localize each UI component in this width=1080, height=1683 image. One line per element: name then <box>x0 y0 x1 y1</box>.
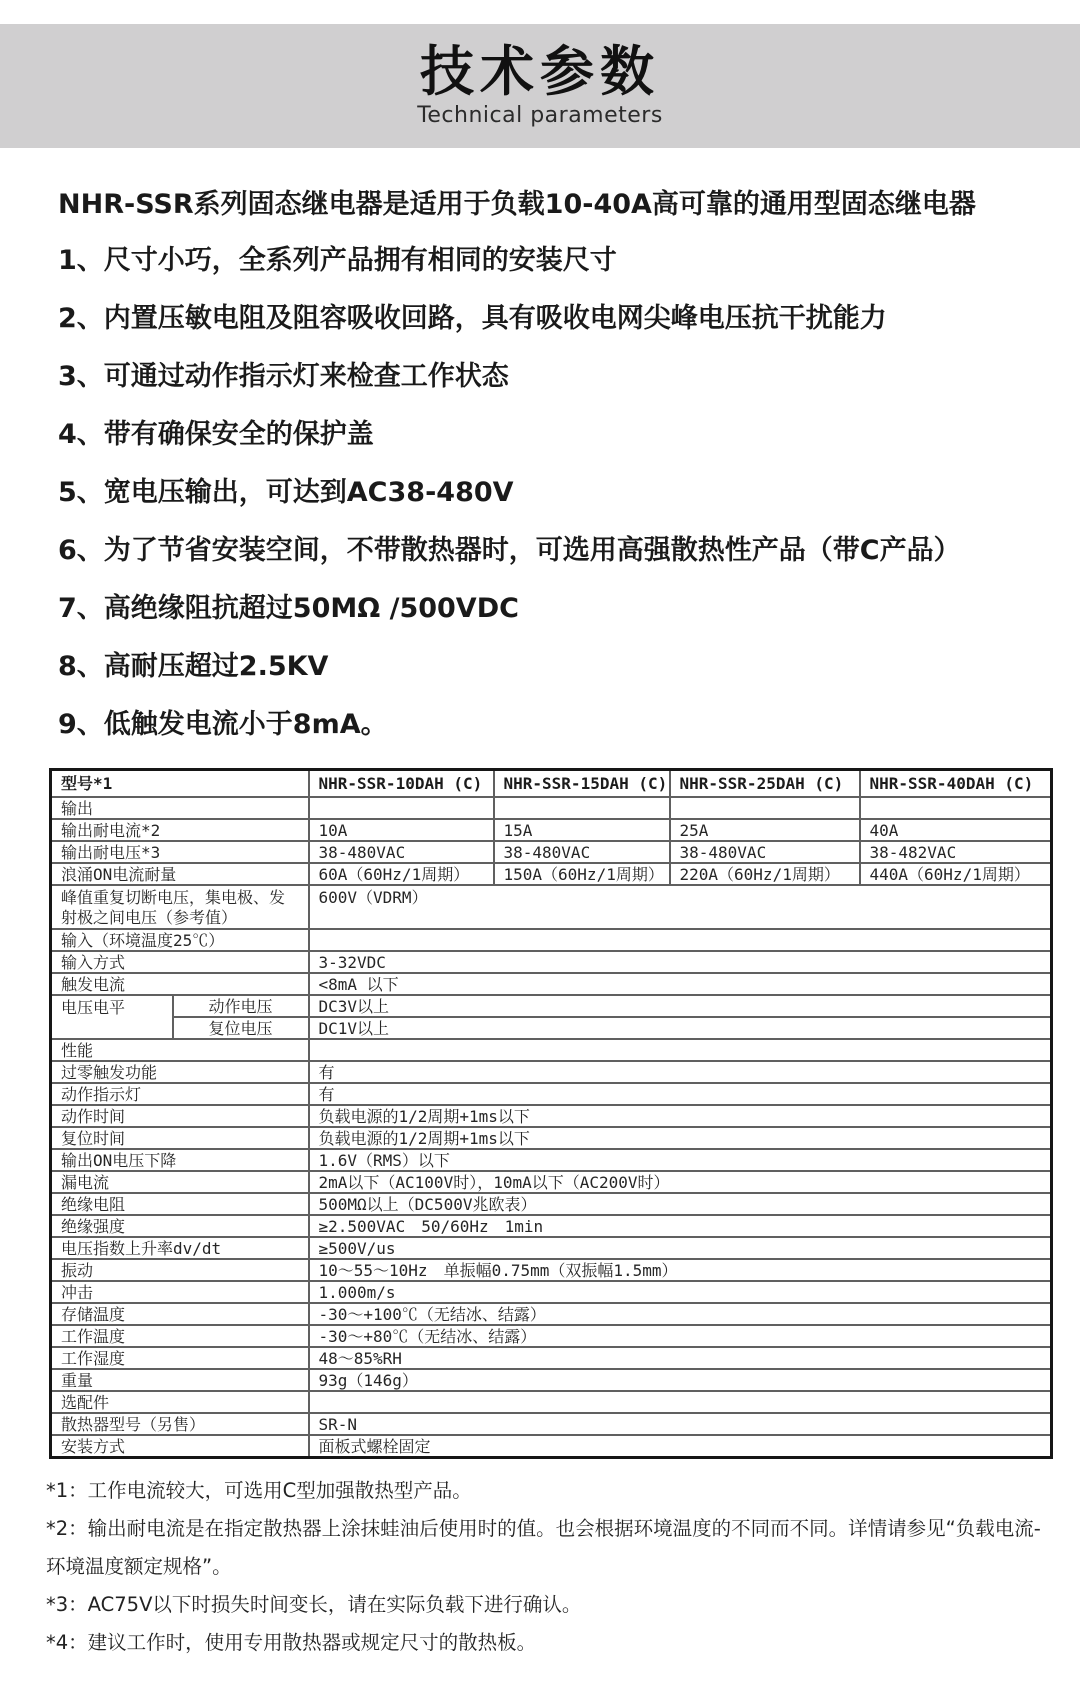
table-row <box>51 819 1052 841</box>
footnotes <box>46 1472 1050 1662</box>
row-label-cell: 工作湿度 <box>51 1347 309 1369</box>
feature-item: 2、内置压敏电阻及阻容吸收回路，具有吸收电网尖峰电压抗干扰能力 <box>58 303 887 334</box>
row-label-cell: 冲击 <box>51 1281 309 1303</box>
row-label-cell: 复位时间 <box>51 1127 309 1149</box>
header-model-cell: NHR-SSR-25DAH (C) <box>670 770 860 798</box>
table-row <box>51 1347 1052 1369</box>
value-cell: 2mA以下（AC100V时），10mA以下（AC200V时） <box>309 1171 1052 1193</box>
value-cell: 3-32VDC <box>309 951 1052 973</box>
value-cell: -30～+80℃（无结冰、结露） <box>309 1325 1052 1347</box>
feature-item: 5、宽电压输出，可达到AC38-480V <box>58 477 514 508</box>
value-cell: DC1V以上 <box>309 1017 1052 1039</box>
value-cell: 600V（VDRM） <box>309 885 1052 929</box>
row-label-cell: 动作指示灯 <box>51 1083 309 1105</box>
feature-item: 6、为了节省安装空间，不带散热器时，可选用高强散热性产品（带C产品） <box>58 535 961 566</box>
spec-table <box>49 768 1053 1459</box>
row-label-cell: 输入（环境温度25℃） <box>51 929 309 951</box>
table-row <box>51 973 1052 995</box>
table-row <box>51 1281 1052 1303</box>
content <box>0 190 1080 1662</box>
row-label-cell: 电压电平 <box>51 995 173 1039</box>
row-label-cell: 浪涌ON电流耐量 <box>51 863 309 885</box>
table-row <box>51 1325 1052 1347</box>
row-label-cell: 安装方式 <box>51 1435 309 1458</box>
table-row <box>51 1413 1052 1435</box>
empty-cell <box>670 797 860 819</box>
row-label-cell: 触发电流 <box>51 973 309 995</box>
empty-cell <box>309 1039 1052 1061</box>
value-cell: 1.6V（RMS）以下 <box>309 1149 1052 1171</box>
row-label-cell: 过零触发功能 <box>51 1061 309 1083</box>
value-cell: 40A <box>860 819 1052 841</box>
row-label-cell: 输入方式 <box>51 951 309 973</box>
value-cell: 1.000m/s <box>309 1281 1052 1303</box>
table-header-row <box>51 770 1052 798</box>
value-cell: DC3V以上 <box>309 995 1052 1017</box>
table-row <box>51 1017 1052 1039</box>
value-cell: 25A <box>670 819 860 841</box>
row-label-cell: 输出 <box>51 797 309 819</box>
table-row <box>51 995 1052 1017</box>
feature-item: 1、尺寸小巧，全系列产品拥有相同的安装尺寸 <box>58 245 617 276</box>
table-row <box>51 1127 1052 1149</box>
row-label-cell: 漏电流 <box>51 1171 309 1193</box>
page-title: 技术参数 <box>420 39 660 103</box>
value-cell: 38-480VAC <box>670 841 860 863</box>
table-row <box>51 1259 1052 1281</box>
table-row <box>51 1149 1052 1171</box>
value-cell: 500MΩ以上（DC500V兆欧表） <box>309 1193 1052 1215</box>
table-row <box>51 797 1052 819</box>
table-row <box>51 1193 1052 1215</box>
value-cell: 面板式螺栓固定 <box>309 1435 1052 1458</box>
row-label-cell: 选配件 <box>51 1391 309 1413</box>
value-cell: 有 <box>309 1061 1052 1083</box>
table-row <box>51 1369 1052 1391</box>
value-cell: 38-480VAC <box>309 841 494 863</box>
sub-label-cell: 动作电压 <box>173 995 309 1017</box>
table-row <box>51 1061 1052 1083</box>
empty-cell <box>860 797 1052 819</box>
value-cell: 60A（60Hz/1周期） <box>309 863 494 885</box>
feature-list <box>58 246 1050 739</box>
title-banner <box>0 24 1080 148</box>
header-model-cell: NHR-SSR-40DAH (C) <box>860 770 1052 798</box>
table-row <box>51 1237 1052 1259</box>
value-cell: 220A（60Hz/1周期） <box>670 863 860 885</box>
value-cell: ≥500V/us <box>309 1237 1052 1259</box>
empty-cell <box>309 797 494 819</box>
table-row <box>51 1039 1052 1061</box>
value-cell: 38-482VAC <box>860 841 1052 863</box>
row-label-cell: 输出耐电压*3 <box>51 841 309 863</box>
page-subtitle: Technical parameters <box>417 103 663 129</box>
row-label-cell: 绝缘电阻 <box>51 1193 309 1215</box>
feature-item: 7、高绝缘阻抗超过50MΩ /500VDC <box>58 593 519 624</box>
value-cell: 48～85%RH <box>309 1347 1052 1369</box>
value-cell: 负载电源的1/2周期+1ms以下 <box>309 1127 1052 1149</box>
row-label-cell: 绝缘强度 <box>51 1215 309 1237</box>
footnote: *3：AC75V以下时损失时间变长，请在实际负载下进行确认。 <box>46 1593 582 1616</box>
feature-item: 3、可通过动作指示灯来检查工作状态 <box>58 361 509 392</box>
row-label-cell: 存储温度 <box>51 1303 309 1325</box>
feature-item: 8、高耐压超过2.5KV <box>58 651 329 682</box>
table-row <box>51 841 1052 863</box>
row-label-cell: 重量 <box>51 1369 309 1391</box>
sub-label-cell: 复位电压 <box>173 1017 309 1039</box>
table-row <box>51 1083 1052 1105</box>
table-row <box>51 1391 1052 1413</box>
table-row <box>51 1215 1052 1237</box>
table-row <box>51 1303 1052 1325</box>
header-param-cell: 型号*1 <box>51 770 309 798</box>
empty-cell <box>309 1391 1052 1413</box>
row-label-cell: 峰值重复切断电压，集电极、发射极之间电压（参考值） <box>51 885 309 929</box>
table-row <box>51 1105 1052 1127</box>
value-cell: 10A <box>309 819 494 841</box>
row-label-cell: 输出ON电压下降 <box>51 1149 309 1171</box>
value-cell: <8mA 以下 <box>309 973 1052 995</box>
value-cell: 93g（146g） <box>309 1369 1052 1391</box>
value-cell: 150A（60Hz/1周期） <box>494 863 670 885</box>
table-row <box>51 1435 1052 1458</box>
row-label-cell: 工作温度 <box>51 1325 309 1347</box>
row-label-cell: 电压指数上升率dv/dt <box>51 1237 309 1259</box>
header-model-cell: NHR-SSR-15DAH (C) <box>494 770 670 798</box>
row-label-cell: 动作时间 <box>51 1105 309 1127</box>
table-row <box>51 863 1052 885</box>
footnote: *1：工作电流较大，可选用C型加强散热型产品。 <box>46 1479 472 1502</box>
row-label-cell: 散热器型号（另售） <box>51 1413 309 1435</box>
feature-item: 4、带有确保安全的保护盖 <box>58 419 374 450</box>
row-label-cell: 振动 <box>51 1259 309 1281</box>
header-model-cell: NHR-SSR-10DAH (C) <box>309 770 494 798</box>
table-row <box>51 885 1052 929</box>
intro-text: NHR-SSR系列固态继电器是适用于负载10-40A高可靠的通用型固态继电器 <box>58 189 976 220</box>
row-label-cell: 性能 <box>51 1039 309 1061</box>
empty-cell <box>494 797 670 819</box>
value-cell: SR-N <box>309 1413 1052 1435</box>
value-cell: 有 <box>309 1083 1052 1105</box>
value-cell: 38-480VAC <box>494 841 670 863</box>
footnote: *4：建议工作时，使用专用散热器或规定尺寸的散热板。 <box>46 1631 537 1654</box>
value-cell: 负载电源的1/2周期+1ms以下 <box>309 1105 1052 1127</box>
footnote: *2：输出耐电流是在指定散热器上涂抹蛙油后使用时的值。也会根据环境温度的不同而不同。详情请参见“负载电流-环境温度额定规格”。 <box>46 1517 1041 1578</box>
table-row <box>51 929 1052 951</box>
table-row <box>51 951 1052 973</box>
value-cell: 440A（60Hz/1周期） <box>860 863 1052 885</box>
empty-cell <box>309 929 1052 951</box>
table-row <box>51 1171 1052 1193</box>
value-cell: ≥2.500VAC 50/60Hz 1min <box>309 1215 1052 1237</box>
value-cell: 10～55～10Hz 单振幅0.75mm（双振幅1.5mm） <box>309 1259 1052 1281</box>
feature-item: 9、低触发电流小于8mA。 <box>58 709 388 740</box>
row-label-cell: 输出耐电流*2 <box>51 819 309 841</box>
value-cell: -30～+100℃（无结冰、结露） <box>309 1303 1052 1325</box>
value-cell: 15A <box>494 819 670 841</box>
